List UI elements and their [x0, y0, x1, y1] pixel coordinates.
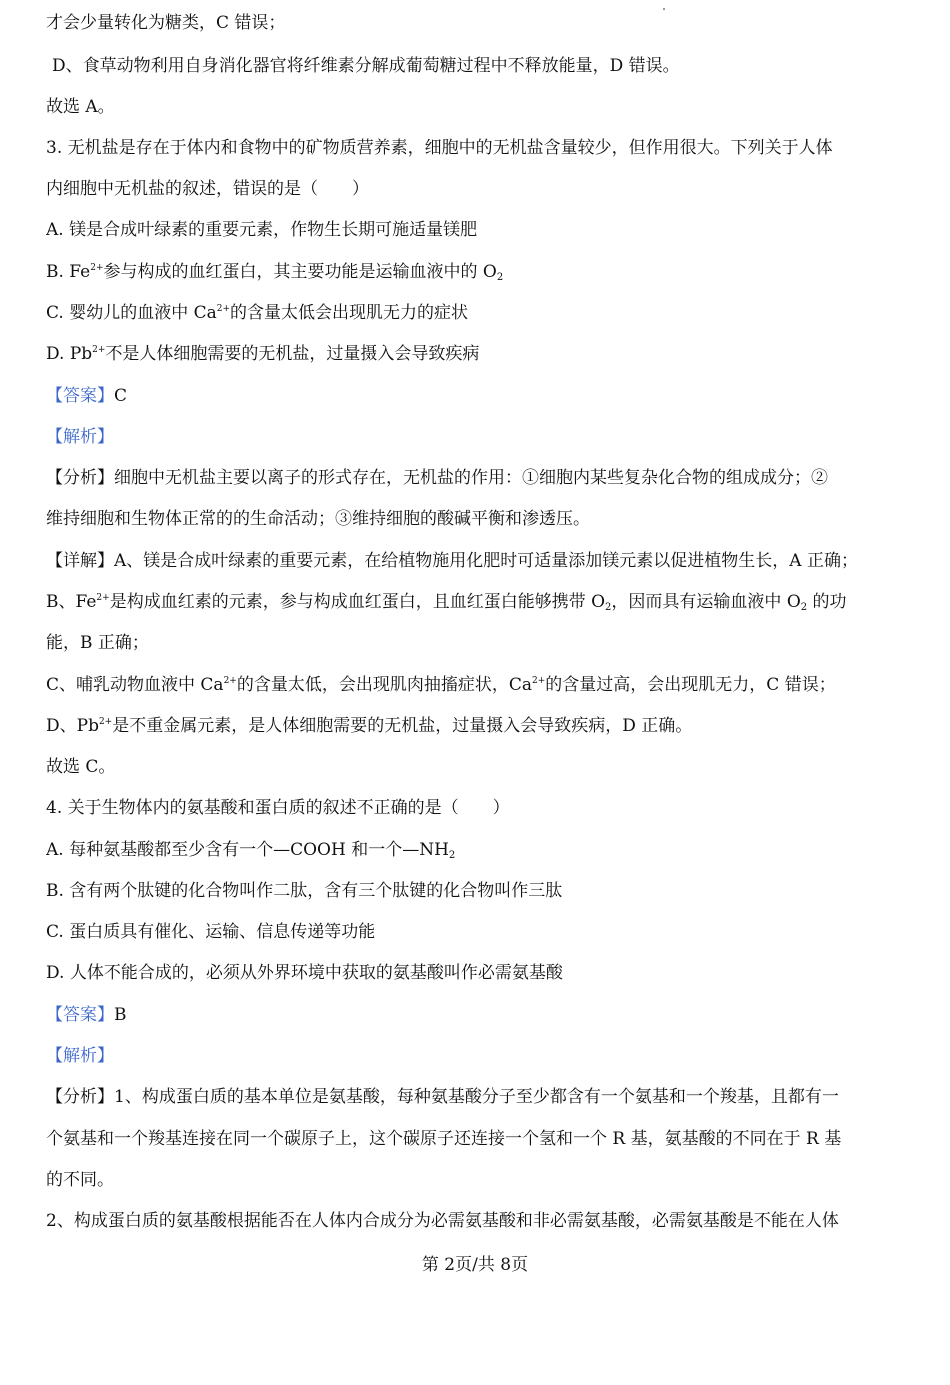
- page-footer: 第 2页/共 8页: [421, 1255, 529, 1275]
- option-c: C. 蛋白质具有催化、运输、信息传递等功能: [46, 922, 376, 942]
- detail-text: C、哺乳动物血液中 $Ca^{2+}$的含量太低，会出现肌肉抽搐症状，$Ca^{2+}$的含量过高，会出现肌无力，C 错误；: [46, 675, 836, 695]
- detail-text: 能，B 正确；: [46, 633, 149, 653]
- detail-text: B、$Fe^{2+}$是构成血红素的元素，参与构成血红蛋白，且血红蛋白能够携带 $O_2$，因而具有运输血液中 $O_2$ 的功: [46, 592, 847, 613]
- analysis-text: 2、构成蛋白质的氨基酸根据能否在人体内合成分为必需氨基酸和非必需氨基酸，必需氨基酸是不能在人体: [46, 1211, 839, 1231]
- answer-tag: 【答案】: [46, 1005, 114, 1025]
- choice-line: 故选 C。: [46, 757, 116, 777]
- option-d: D. $Pb^{2+}$不是人体细胞需要的无机盐，过量摄入会导致疾病: [46, 344, 480, 364]
- option-c: C. 婴幼儿的血液中 $Ca^{2+}$的含量太低会出现肌无力的症状: [46, 303, 469, 323]
- analysis-text: 维持细胞和生物体正常的的生命活动；③维持细胞的酸碱平衡和渗透压。: [46, 509, 590, 529]
- analysis-heading: 【解析】: [46, 427, 114, 447]
- answer-line: 【答案】B: [46, 1005, 127, 1025]
- analysis-heading: 【解析】: [46, 1046, 114, 1066]
- detail-text: D、$Pb^{2+}$是不重金属元素，是人体细胞需要的无机盐，过量摄入会导致疾病，D 正确。: [46, 716, 693, 736]
- analysis-text: 【分析】细胞中无机盐主要以离子的形式存在，无机盐的作用：①细胞内某些复杂化合物的组成成分；②: [46, 468, 828, 488]
- question-3-stem: 内细胞中无机盐的叙述，错误的是（ ）: [46, 179, 369, 199]
- option-a: A. 每种氨基酸都至少含有一个—COOH 和一个$—NH_2$: [46, 840, 456, 861]
- option-b: B. $Fe^{2+}$参与构成的血红蛋白，其主要功能是运输血液中的 $O_2$: [46, 262, 504, 283]
- answer-tag: 【答案】: [46, 386, 114, 406]
- option-b: B. 含有两个肽键的化合物叫作二肽，含有三个肽键的化合物叫作三肽: [46, 881, 563, 901]
- text-line: 故选 A。: [46, 97, 115, 117]
- option-a: A. 镁是合成叶绿素的重要元素，作物生长期可施适量镁肥: [46, 220, 478, 240]
- analysis-text: 的不同。: [46, 1170, 114, 1190]
- question-4-stem: 4. 关于生物体内的氨基酸和蛋白质的叙述不正确的是（ ）: [46, 798, 510, 818]
- analysis-text: 个氨基和一个羧基连接在同一个碳原子上，这个碳原子还连接一个氢和一个 R 基，氨基酸的不同在于 R 基: [46, 1129, 842, 1149]
- question-3-stem: 3. 无机盐是存在于体内和食物中的矿物质营养素，细胞中的无机盐含量较少，但作用很大。下列关于人体: [46, 138, 833, 158]
- detail-text: 【详解】A、镁是合成叶绿素的重要元素，在给植物施用化肥时可适量添加镁元素以促进植物生长，A 正确；: [46, 551, 858, 571]
- answer-line: 【答案】C: [46, 386, 128, 406]
- analysis-text: 【分析】1、构成蛋白质的基本单位是氨基酸，每种氨基酸分子至少都含有一个氨基和一个羧基，且都有一: [46, 1087, 839, 1107]
- option-d: D. 人体不能合成的，必须从外界环境中获取的氨基酸叫作必需氨基酸: [46, 963, 563, 983]
- text-line: 才会少量转化为糖类，C 错误；: [46, 13, 286, 33]
- text-line: D、食草动物利用自身消化器官将纤维素分解成葡萄糖过程中不释放能量，D 错误。: [52, 56, 680, 76]
